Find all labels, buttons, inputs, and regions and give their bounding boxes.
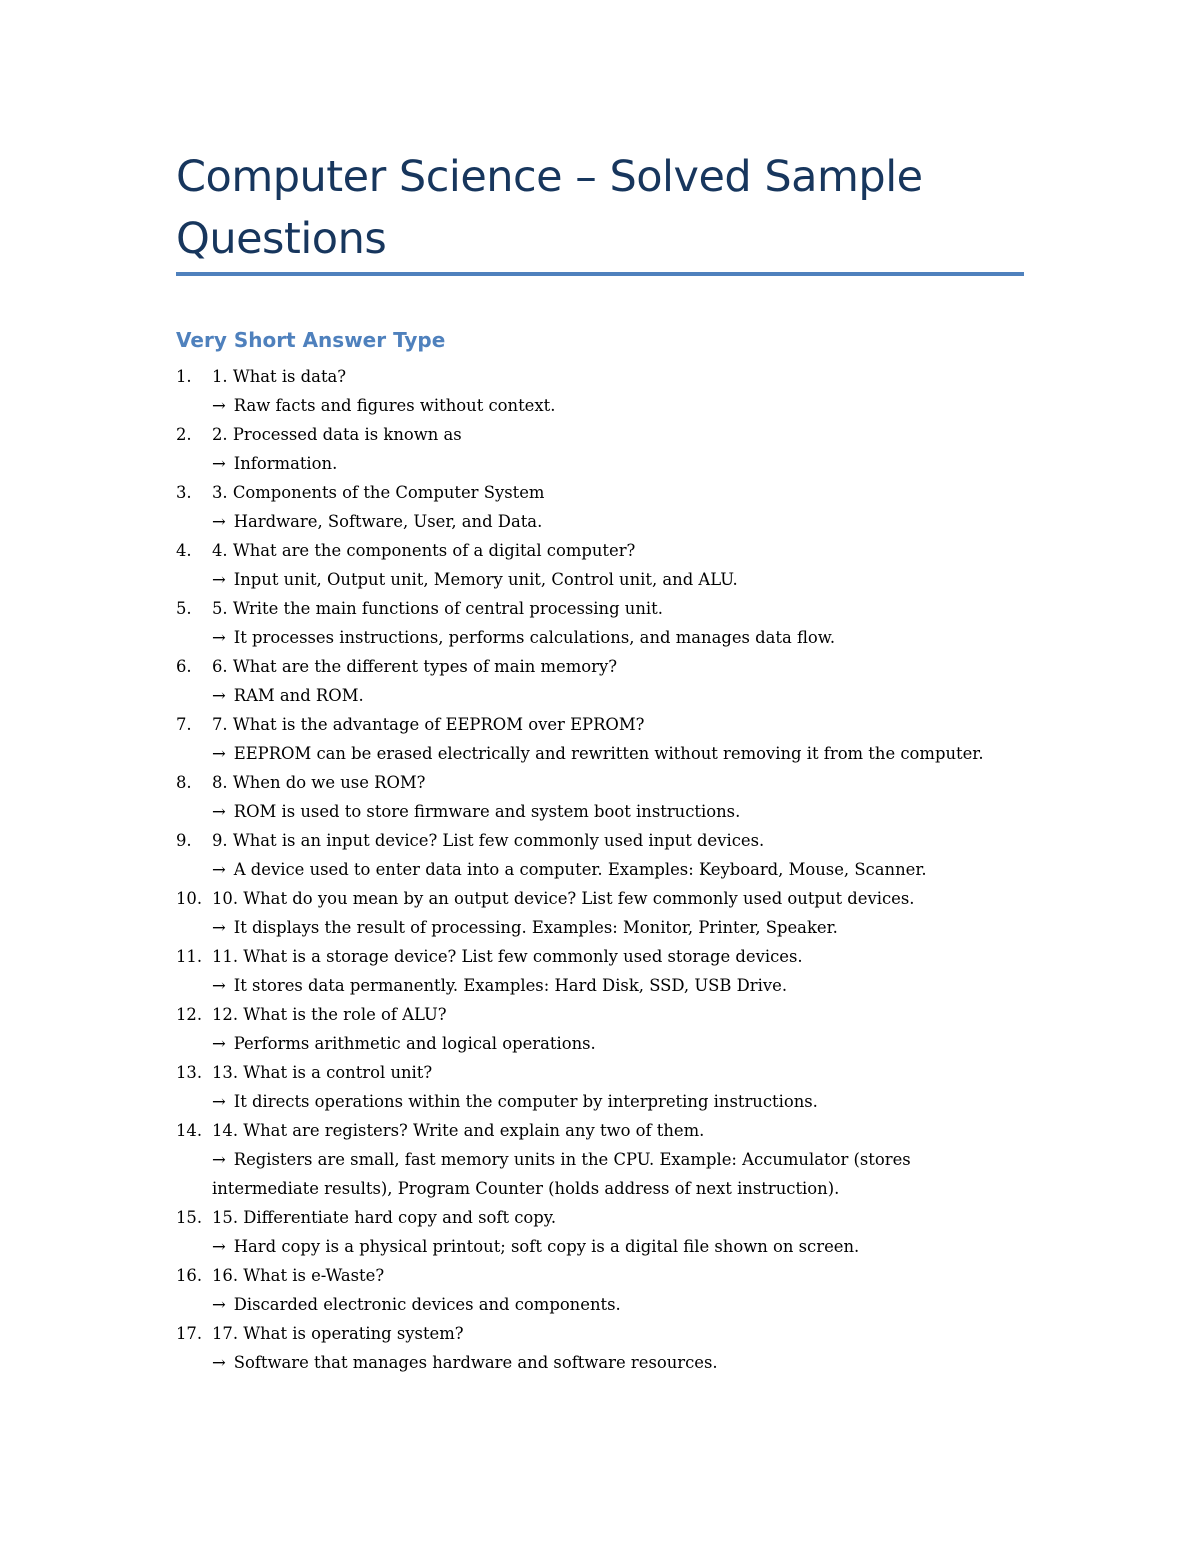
question-text: 2. Processed data is known as — [212, 425, 462, 444]
question-text: 6. What are the different types of main memory? — [212, 657, 618, 676]
arrow-icon: → — [212, 1150, 226, 1169]
question-text: 16. What is e-Waste? — [212, 1266, 385, 1285]
answer-text: Hard copy is a physical printout; soft copy is a digital file shown on screen. — [233, 1237, 860, 1256]
question-text: 8. When do we use ROM? — [212, 773, 426, 792]
question-text: 9. What is an input device? List few commonly used input devices. — [212, 831, 765, 850]
arrow-icon: → — [212, 628, 226, 647]
arrow-icon: → — [212, 1034, 226, 1053]
item-number: 15. — [176, 1208, 203, 1227]
arrow-icon: → — [212, 1353, 226, 1372]
arrow-icon: → — [212, 686, 226, 705]
arrow-icon: → — [212, 860, 226, 879]
answer-line — [212, 507, 1016, 536]
list-item — [176, 652, 1016, 710]
answer-line — [212, 1029, 1016, 1058]
question-text: 13. What is a control unit? — [212, 1063, 433, 1082]
answer-text: It displays the result of processing. Examples: Monitor, Printer, Speaker. — [233, 918, 838, 937]
answer-line — [212, 623, 1016, 652]
answer-text: A device used to enter data into a computer. Examples: Keyboard, Mouse, Scanner. — [233, 860, 927, 879]
answer-line — [212, 913, 1016, 942]
item-number: 14. — [176, 1121, 203, 1140]
answer-text: RAM and ROM. — [233, 686, 364, 705]
list-item — [176, 1058, 1016, 1116]
item-number: 12. — [176, 1005, 203, 1024]
list-item — [176, 1116, 1016, 1203]
answer-line — [212, 1145, 1016, 1203]
answer-line — [212, 797, 1016, 826]
question-text: 15. Differentiate hard copy and soft copy. — [212, 1208, 557, 1227]
item-number: 9. — [176, 831, 192, 850]
item-number: 10. — [176, 889, 203, 908]
question-text: 7. What is the advantage of EEPROM over EPROM? — [212, 715, 645, 734]
item-number: 2. — [176, 425, 192, 444]
item-number: 8. — [176, 773, 192, 792]
arrow-icon: → — [212, 918, 226, 937]
title-underline — [176, 272, 1024, 276]
answer-text: ROM is used to store firmware and system boot instructions. — [233, 802, 741, 821]
answer-text: It processes instructions, performs calculations, and manages data flow. — [233, 628, 836, 647]
list-item — [176, 826, 1016, 884]
question-text: 3. Components of the Computer System — [212, 483, 545, 502]
list-item — [176, 1000, 1016, 1058]
list-item — [176, 1261, 1016, 1319]
item-number: 7. — [176, 715, 192, 734]
arrow-icon: → — [212, 1092, 226, 1111]
arrow-icon: → — [212, 1237, 226, 1256]
document-title: Computer Science – Solved Sample Questions — [176, 152, 923, 264]
arrow-icon: → — [212, 1295, 226, 1314]
answer-line — [212, 971, 1016, 1000]
answer-text: Performs arithmetic and logical operations. — [233, 1034, 596, 1053]
item-number: 17. — [176, 1324, 203, 1343]
arrow-icon: → — [212, 454, 226, 473]
answer-line — [212, 681, 1016, 710]
question-text: 4. What are the components of a digital computer? — [212, 541, 636, 560]
answer-text: Registers are small, fast memory units in the CPU. Example: Accumulator (stores intermediate results), Program Counter (holds address of next instruction). — [212, 1150, 911, 1198]
answer-text: Raw facts and figures without context. — [233, 396, 556, 415]
question-text: 1. What is data? — [212, 367, 347, 386]
list-item — [176, 362, 1016, 420]
answer-line — [212, 739, 1016, 768]
question-text: 12. What is the role of ALU? — [212, 1005, 447, 1024]
list-item — [176, 1203, 1016, 1261]
list-item — [176, 942, 1016, 1000]
arrow-icon: → — [212, 744, 226, 763]
list-item — [176, 478, 1016, 536]
answer-text: Hardware, Software, User, and Data. — [233, 512, 543, 531]
item-number: 5. — [176, 599, 192, 618]
item-number: 1. — [176, 367, 192, 386]
answer-line — [212, 565, 1016, 594]
item-number: 11. — [176, 947, 203, 966]
item-number: 4. — [176, 541, 192, 560]
answer-text: It directs operations within the computer by interpreting instructions. — [233, 1092, 818, 1111]
answer-text: Information. — [233, 454, 338, 473]
answer-line — [212, 855, 1016, 884]
question-text: 5. Write the main functions of central processing unit. — [212, 599, 663, 618]
answer-line — [212, 1232, 1016, 1261]
item-number: 13. — [176, 1063, 203, 1082]
answer-text: Software that manages hardware and software resources. — [233, 1353, 718, 1372]
answer-text: It stores data permanently. Examples: Hard Disk, SSD, USB Drive. — [233, 976, 788, 995]
answer-text: Input unit, Output unit, Memory unit, Control unit, and ALU. — [233, 570, 738, 589]
list-item — [176, 1319, 1016, 1377]
answer-line — [212, 391, 1016, 420]
list-item — [176, 420, 1016, 478]
arrow-icon: → — [212, 570, 226, 589]
item-number: 6. — [176, 657, 192, 676]
list-item — [176, 536, 1016, 594]
answer-text: Discarded electronic devices and components. — [233, 1295, 621, 1314]
list-item — [176, 594, 1016, 652]
answer-line — [212, 1348, 1016, 1377]
arrow-icon: → — [212, 976, 226, 995]
question-text: 14. What are registers? Write and explain any two of them. — [212, 1121, 705, 1140]
answer-line — [212, 1087, 1016, 1116]
list-item — [176, 768, 1016, 826]
section-heading: Very Short Answer Type — [176, 328, 446, 352]
answer-line — [212, 1290, 1016, 1319]
question-text: 10. What do you mean by an output device? List few commonly used output devices. — [212, 889, 915, 908]
answer-text: EEPROM can be erased electrically and rewritten without removing it from the computer. — [233, 744, 984, 763]
question-text: 17. What is operating system? — [212, 1324, 464, 1343]
list-item — [176, 884, 1016, 942]
arrow-icon: → — [212, 802, 226, 821]
list-item — [176, 710, 1016, 768]
item-number: 3. — [176, 483, 192, 502]
answer-line — [212, 449, 1016, 478]
arrow-icon: → — [212, 512, 226, 531]
question-list — [176, 362, 1016, 1377]
arrow-icon: → — [212, 396, 226, 415]
item-number: 16. — [176, 1266, 203, 1285]
question-text: 11. What is a storage device? List few commonly used storage devices. — [212, 947, 803, 966]
